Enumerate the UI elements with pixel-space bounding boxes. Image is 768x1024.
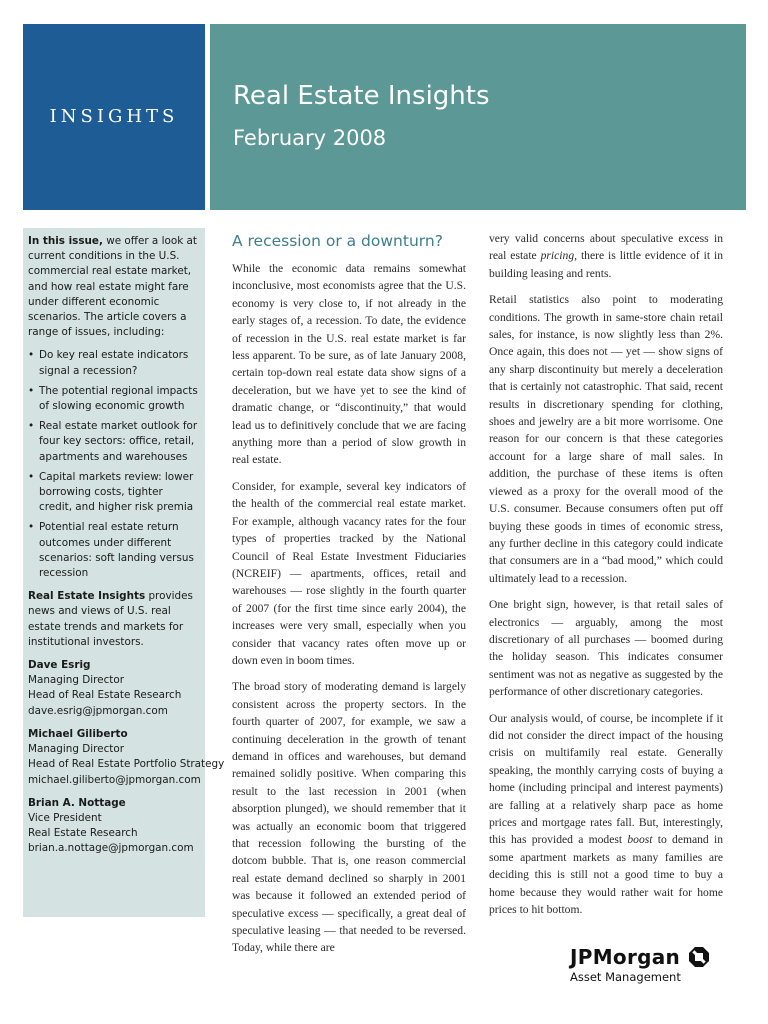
list-item: • The potential regional impacts of slowing economic growth	[28, 384, 199, 414]
contact-name: Michael Giliberto	[28, 727, 128, 740]
contact-block	[28, 658, 199, 719]
article-paragraph: The broad story of moderating demand is largely consistent across the property sectors. In the fourth quarter of 2007, for example, we saw a continuing deceleration in the growth of tenant demand in offices and warehouses, but demand remained solidly positive. When comparing this result to the last recession in 2001 (when absorption plunged), we should remember that it was actually an economic boom that triggered that recession following the bursting of the dotcom bubble. That is, one reason commercial real estate demand declined so sharply in 2001 was because it followed an extended period of speculative excess — specifically, a great deal of speculative leasing — that needed to be reversed. Today, while there are	[232, 680, 466, 955]
sidebar-about	[28, 589, 199, 650]
article-paragraph: Consider, for example, several key indicators of the health of the commercial real estate market. For example, although vacancy rates for the four types of properties tracked by the National Council of Real Estate Investment Fiduciaries (NCREIF) — apartments, offices, retail and warehouses — rose slightly in the fourth quarter of 2007 (for the first time since early 2004), the increases were very small, especially when you consider that vacancy rates often move up or down even in boom times.	[232, 479, 466, 667]
logo-subtitle: Asset Management	[570, 970, 681, 984]
contact-name: Dave Esrig	[28, 659, 91, 672]
paragraph-emphasis: pricing,	[540, 249, 578, 263]
contact-role: Head of Real Estate Research	[28, 689, 182, 702]
header-left-panel	[23, 24, 205, 210]
paragraph-text: Our analysis would, of course, be incomplete if it did not consider the direct impact of the housing crisis on multifamily real estate. Generally speaking, the monthly carrying costs of buying a home (including principal and interest payments) are falling at a relatively sharp pace as home prices and mortgage rates fall. But, interestingly, this has provided a modest	[489, 711, 723, 847]
article-paragraph: One bright sign, however, is that retail sales of electronics — arguably, among the most discretionary of all purchases — boomed during the holiday season. This indicates consumer sentiment was not as negative as suggested by the performance of other discretionary categories.	[489, 598, 723, 699]
contact-name: Brian A. Nottage	[28, 796, 126, 809]
sidebar-intro	[28, 234, 199, 340]
article-column-2	[489, 230, 723, 927]
list-item: • Capital markets review: lower borrowing costs, tighter credit, and higher risk premia	[28, 470, 199, 516]
intro-text: we offer a look at current conditions in the U.S. commercial real estate market, and how real estate might fare under different economic scenarios. The article covers a range of issues, including:	[28, 235, 197, 339]
paragraph-text: there is little evidence of it in building leasing and rents.	[489, 249, 723, 280]
list-item: • Real estate market outlook for four key sectors: office, retail, apartments and warehouses	[28, 419, 199, 465]
contact-role: Head of Real Estate Portfolio Strategy	[28, 758, 225, 771]
paragraph-text: to demand in some apartment markets as many families are deciding this is still not a good time to buy a home because they would rather wait for home prices to hit bottom.	[489, 833, 723, 917]
article-paragraph: While the economic data remains somewhat inconclusive, most economists agree that the U.S. economy is very close to, if not already in the early stages of, a recession. To date, the evidence of recession in the U.S. real estate market is far less apparent. To be sure, as of late January 2008, certain top-down real estate data show signs of a deceleration, but we have yet to see the kind of dramatic change, or “discontinuity,” that would lead us to definitively conclude that we are facing anything more than a period of slow growth in real estate.	[232, 262, 466, 467]
header-right-panel	[210, 24, 746, 210]
about-text: provides news and views of U.S. real estate trends and markets for institutional investors.	[28, 590, 193, 648]
contact-email[interactable]: michael.giliberto@jpmorgan.com	[28, 773, 201, 786]
jpmorgan-logo	[570, 945, 709, 984]
contact-title: Vice President	[28, 811, 102, 824]
paragraph-text: very valid concerns about speculative excess in real estate	[489, 232, 723, 263]
page-title: Real Estate Insights	[233, 81, 490, 111]
article-paragraph: Retail statistics also point to moderating conditions. The growth in same-store chain retail sales, for instance, is now slightly less than 2%. Once again, this does not — yet — show signs of any sharp discontinuity but merely a deceleration that is certainly not catastrophic. That said, recent results in discretionary spending for clothing, shoes and jewelry are a bit more worrisome. One reason for our concern is that these categories account for a large share of mall sales. In addition, the purchase of these items is often viewed as a proxy for the overall mood of the U.S. consumer. Because consumers often put off buying these goods in times of economic stress, any further decline in this category could indicate that consumers are in a “bad mood,” which could ultimately lead to a recession.	[489, 293, 723, 585]
article-column-1	[232, 260, 466, 966]
contact-title: Managing Director	[28, 674, 124, 687]
issue-topics-list	[28, 348, 199, 581]
contact-email[interactable]: brian.a.nottage@jpmorgan.com	[28, 842, 194, 855]
article-headline: A recession or a downturn?	[232, 232, 443, 250]
insights-kicker: INSIGHTS	[49, 106, 179, 127]
sidebar	[23, 228, 225, 917]
contact-title: Managing Director	[28, 743, 124, 756]
article-paragraph	[489, 710, 723, 919]
contact-block	[28, 727, 225, 788]
jpmorgan-octagon-icon	[689, 947, 709, 967]
about-bold: Real Estate Insights	[28, 590, 146, 603]
logo-brand: JPMorgan	[570, 945, 681, 969]
paragraph-emphasis: boost	[627, 833, 653, 847]
issue-date: February 2008	[233, 126, 387, 150]
contact-email[interactable]: dave.esrig@jpmorgan.com	[28, 704, 168, 717]
intro-bold: In this issue,	[28, 235, 103, 247]
contact-role: Real Estate Research	[28, 827, 138, 840]
article-paragraph	[489, 230, 723, 282]
contact-block	[28, 796, 199, 857]
list-item: • Do key real estate indicators signal a recession?	[28, 348, 199, 378]
list-item: • Potential real estate return outcomes under different scenarios: soft landing versus recession	[28, 520, 199, 581]
